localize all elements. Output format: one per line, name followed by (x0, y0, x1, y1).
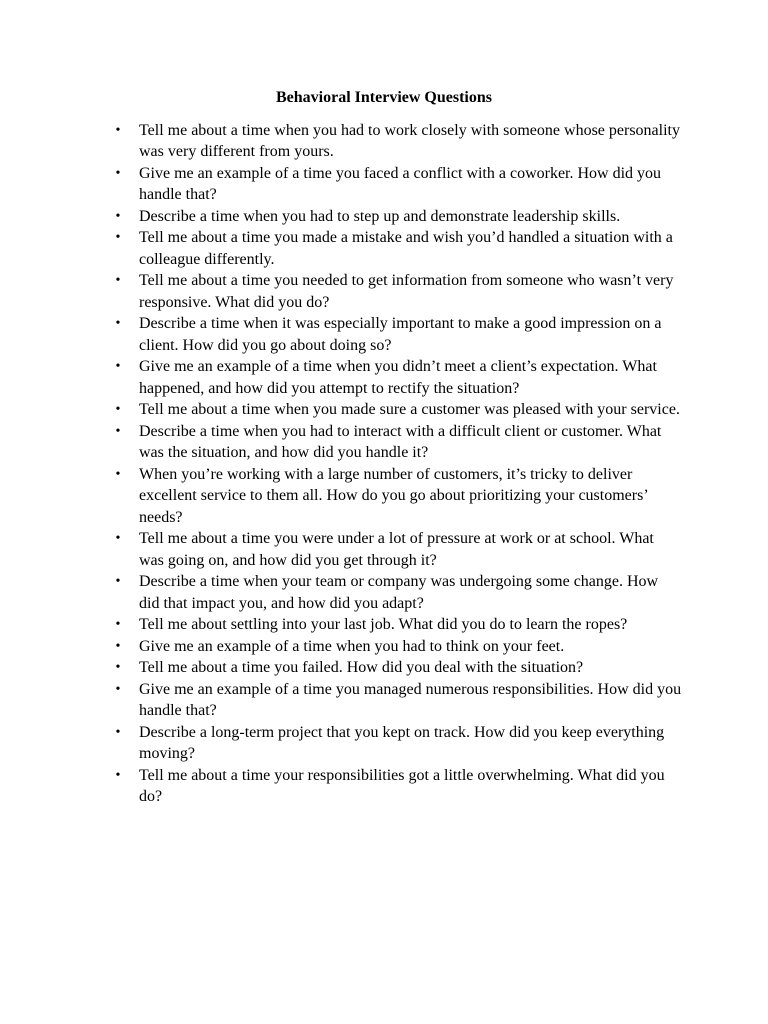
question-text: Tell me about settling into your last job. What did you do to learn the ropes? (139, 616, 628, 633)
bullet-icon: • (115, 316, 121, 331)
list-item (112, 636, 682, 658)
list-item (112, 399, 682, 421)
document-title: Behavioral Interview Questions (276, 89, 492, 106)
question-text: Describe a time when you had to step up and demonstrate leadership skills. (139, 207, 621, 225)
list-item (112, 722, 682, 765)
question-text: Tell me about a time you needed to get information from someone who wasn’t very responsive. What did you do? (139, 272, 674, 311)
question-text: Tell me about a time you failed. How did you deal with the situation? (139, 659, 584, 676)
bullet-icon: • (115, 423, 121, 439)
bullet-icon: • (115, 724, 121, 740)
list-item (112, 765, 682, 808)
list-item (112, 356, 682, 399)
question-list (112, 120, 682, 808)
list-item (112, 120, 682, 163)
question-text: Tell me about a time you were under a lot of pressure at work or at school. What was going on, and how did you get through it? (139, 530, 654, 569)
bullet-icon: • (115, 638, 121, 654)
list-item (112, 528, 682, 571)
question-text: Give me an example of a time when you didn’t meet a client’s expectation. What happened, and how did you attempt to rectify the situation? (139, 358, 657, 397)
question-text: Describe a time when your team or company was undergoing some change. How did that impact you, and how did you adapt? (139, 573, 659, 612)
bullet-icon: • (115, 165, 121, 181)
list-item (112, 227, 682, 270)
bullet-icon: • (115, 122, 121, 138)
list-item (112, 464, 682, 529)
question-text: When you’re working with a large number of customers, it’s tricky to deliver excellent service to them all. How do you go about prioritizing your customers’ needs? (139, 465, 648, 526)
question-text: Give me an example of a time you faced a conflict with a coworker. How did you handle that? (139, 164, 662, 203)
list-item (112, 313, 682, 356)
bullet-icon: • (115, 767, 121, 783)
question-text: Describe a long-term project that you kept on track. How did you keep everything moving? (139, 723, 665, 762)
bullet-icon: • (115, 617, 121, 632)
bullet-icon: • (115, 574, 121, 589)
question-text: Describe a time when it was especially important to make a good impression on a client. How did you go about doing so? (139, 315, 662, 354)
list-item (112, 614, 682, 636)
question-text: Tell me about a time your responsibilities got a little overwhelming. What did you do? (139, 766, 665, 805)
list-item (112, 657, 682, 679)
bullet-icon: • (115, 402, 121, 417)
question-text: Tell me about a time when you made sure a customer was pleased with your service. (139, 401, 680, 418)
list-item (112, 163, 682, 206)
bullet-icon: • (115, 681, 121, 697)
question-text: Tell me about a time you made a mistake and wish you’d handled a situation with a colleague differently. (139, 229, 673, 268)
question-text: Give me an example of a time you managed numerous responsibilities. How did you handle that? (139, 680, 682, 719)
question-text: Describe a time when you had to interact with a difficult client or customer. What was the situation, and how did you handle it? (139, 422, 662, 461)
bullet-icon: • (115, 359, 121, 374)
question-text: Give me an example of a time when you had to think on your feet. (139, 637, 565, 655)
list-item (112, 421, 682, 464)
bullet-icon: • (115, 230, 121, 245)
bullet-icon: • (115, 273, 121, 288)
list-item (112, 270, 682, 313)
bullet-icon: • (115, 466, 121, 482)
bullet-icon: • (115, 531, 121, 546)
question-text: Tell me about a time when you had to work closely with someone whose personality was very different from yours. (139, 121, 680, 160)
list-item (112, 206, 682, 228)
bullet-icon: • (115, 660, 121, 675)
bullet-icon: • (115, 208, 121, 224)
list-item (112, 571, 682, 614)
list-item (112, 679, 682, 722)
